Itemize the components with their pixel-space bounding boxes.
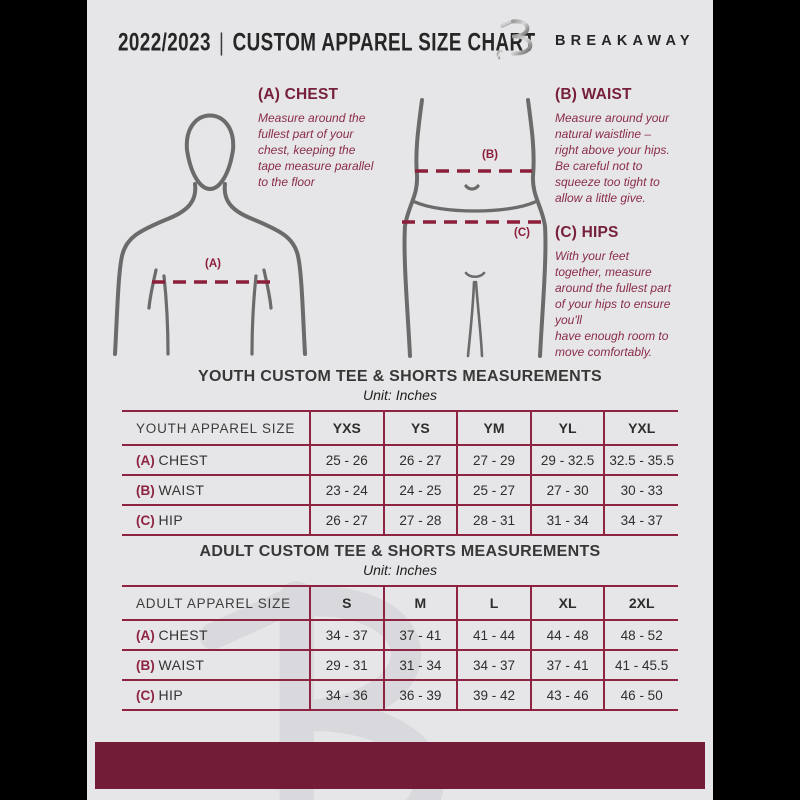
cell: 34 - 37 [457,650,531,680]
size-chart-document [87,0,713,800]
header-separator: | [219,28,225,57]
cell: 29 - 31 [310,650,384,680]
row-label: WAIST [158,482,205,498]
cell: 26 - 27 [310,505,384,535]
youth-header-row [122,411,678,445]
adult-size-header: S [310,586,384,620]
cell: 30 - 33 [604,475,678,505]
cell: 39 - 42 [457,680,531,710]
chest-dash-label: (A) [205,258,221,270]
waist-heading: (B) WAIST [555,86,632,103]
row-label: CHEST [158,452,208,468]
table-row [122,475,678,505]
cell: 41 - 44 [457,620,531,650]
chest-instructions: Measure around the fullest part of your chest, keeping the tape measure parallel to the floor [258,111,374,189]
cell: 28 - 31 [457,505,531,535]
header-year: 2022/2023 [118,28,211,57]
youth-size-table [122,410,678,536]
cell: 23 - 24 [310,475,384,505]
youth-corner-header: YOUTH APPAREL SIZE [122,411,310,445]
cell: 26 - 27 [384,445,458,475]
row-key: (B) [136,658,155,673]
row-label: CHEST [158,627,208,643]
adult-corner-header: ADULT APPAREL SIZE [122,586,310,620]
youth-unit-label: Unit: Inches [363,387,437,403]
adult-unit-label: Unit: Inches [363,562,437,578]
table-row [122,620,678,650]
cell: 48 - 52 [604,620,678,650]
adult-header-row [122,586,678,620]
header [87,0,713,80]
chest-heading: (A) CHEST [258,86,339,103]
adult-section-title: ADULT CUSTOM TEE & SHORTS MEASUREMENTS [199,543,601,560]
cell: 43 - 46 [531,680,605,710]
cell: 31 - 34 [531,505,605,535]
row-label: HIP [158,512,184,528]
cell: 34 - 37 [310,620,384,650]
youth-size-header: YL [531,411,605,445]
cell: 37 - 41 [384,620,458,650]
adult-size-header: M [384,586,458,620]
table-row [122,445,678,475]
cell: 25 - 27 [457,475,531,505]
row-key: (B) [136,483,155,498]
youth-size-header: YXS [310,411,384,445]
cell: 24 - 25 [384,475,458,505]
cell: 27 - 30 [531,475,605,505]
row-key: (C) [136,688,155,703]
row-key: (A) [136,453,155,468]
table-row [122,505,678,535]
adult-size-header: 2XL [604,586,678,620]
waist-hips-figure-illustration [390,90,560,360]
cell: 25 - 26 [310,445,384,475]
hips-instructions: With your feet together, measure around the fullest part of your hips to ensure you'll have enough room to move comfortably. [555,249,672,359]
page-title [118,28,536,57]
header-title-text: CUSTOM APPAREL SIZE CHART [232,28,536,57]
cell: 36 - 39 [384,680,458,710]
cell: 46 - 50 [604,680,678,710]
table-row [122,650,678,680]
row-label: WAIST [158,657,205,673]
table-row [122,680,678,710]
adult-size-header: XL [531,586,605,620]
row-label: HIP [158,687,184,703]
adult-size-header: L [457,586,531,620]
cell: 44 - 48 [531,620,605,650]
footer-accent-bar [95,742,705,789]
cell: 37 - 41 [531,650,605,680]
cell: 41 - 45.5 [604,650,678,680]
cell: 27 - 28 [384,505,458,535]
youth-section-title: YOUTH CUSTOM TEE & SHORTS MEASUREMENTS [197,368,603,385]
youth-size-header: YXL [604,411,678,445]
youth-size-header: YM [457,411,531,445]
breakaway-logo-icon [492,16,542,62]
cell: 29 - 32.5 [531,445,605,475]
cell: 31 - 34 [384,650,458,680]
cell: 32.5 - 35.5 [604,445,678,475]
waist-dash-label: (B) [482,149,498,161]
row-key: (C) [136,513,155,528]
cell: 34 - 36 [310,680,384,710]
hips-dash-label: (C) [514,227,530,239]
cell: 27 - 29 [457,445,531,475]
brand-name: BREAKAWAY [555,33,695,49]
row-key: (A) [136,628,155,643]
cell: 34 - 37 [604,505,678,535]
waist-instructions: Measure around your natural waistline – right above your hips. Be careful not to squeeze too tight to allow a little give. [555,111,670,205]
hips-heading: (C) HIPS [555,224,619,241]
youth-size-header: YS [384,411,458,445]
adult-size-table [122,585,678,711]
